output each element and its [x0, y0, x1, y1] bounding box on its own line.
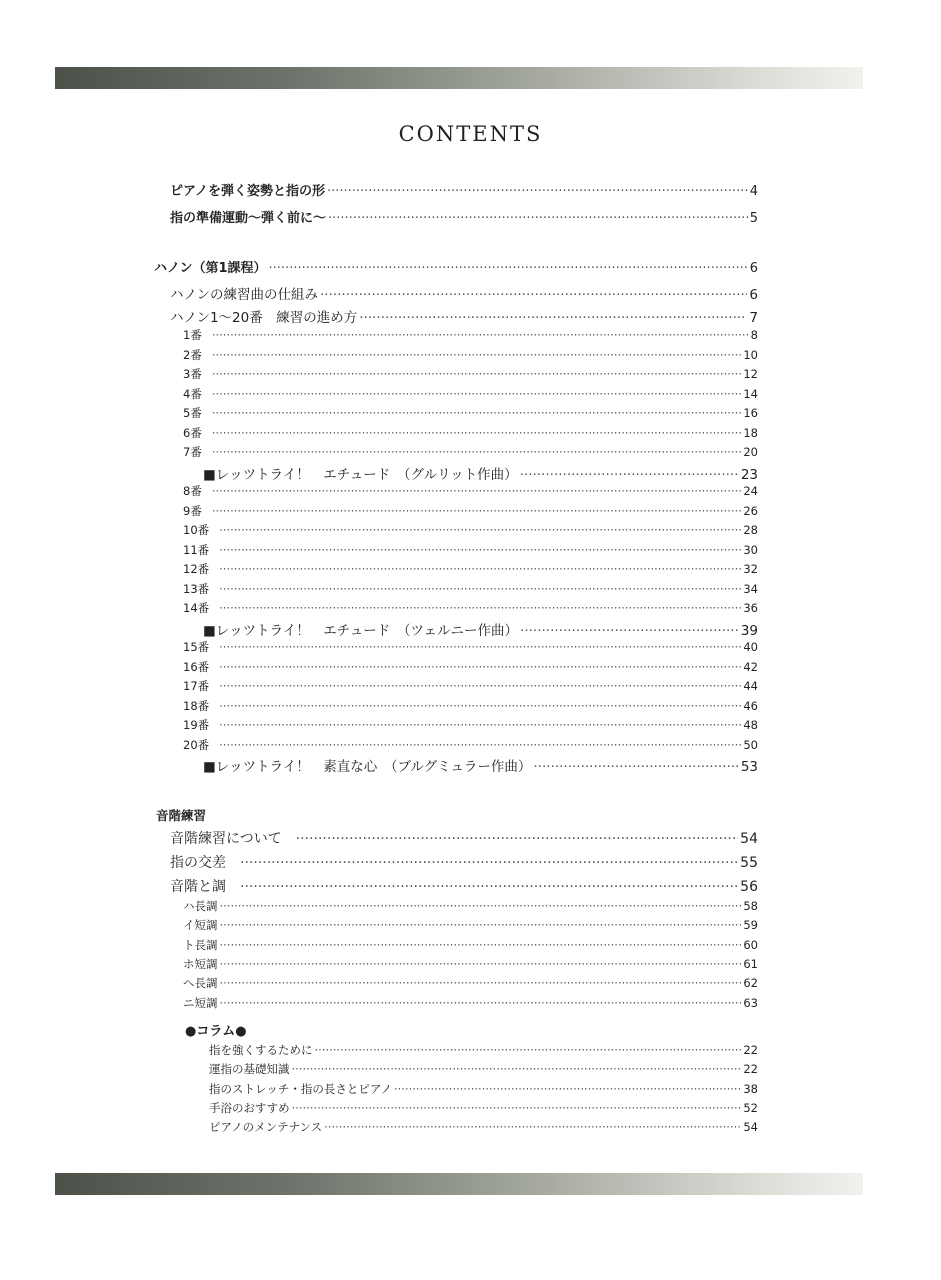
toc-entry-key-2-page-number: 60	[743, 937, 758, 952]
toc-entry-hanon-no-11-page-number: 30	[743, 542, 758, 557]
toc-entry-key-1[interactable]	[183, 917, 758, 933]
toc-entry-hanon-no-18-label: 17番	[183, 679, 210, 693]
toc-entry-hanon-no-6-page-number: 20	[743, 445, 758, 459]
top-decorative-band	[55, 67, 863, 89]
toc-entry-hanon-no-10[interactable]	[183, 522, 758, 538]
toc-entry-hanon-no-8-label: 8番	[183, 484, 202, 498]
toc-entry-key-4-page-number: 62	[743, 976, 758, 991]
toc-entry-hanon-no-21-page-number: 50	[743, 737, 758, 752]
toc-entry-hanon-no-5-leader-dots	[212, 426, 742, 440]
toc-entry-hanon-no-18-leader-dots	[219, 679, 741, 693]
toc-entry-key-5-label: ニ短調	[183, 995, 218, 1010]
toc-entry-hanon-no-17-leader-dots	[219, 660, 741, 674]
toc-entry-hanon-no-13-label: 13番	[183, 581, 210, 596]
toc-entry-column-2[interactable]	[209, 1081, 758, 1097]
toc-entry-scales-and-keys-page-number: 56	[740, 879, 758, 895]
toc-entry-lets-try-22-page-number: 53	[740, 759, 758, 775]
toc-entry-hanon-no-21-label: 20番	[183, 737, 210, 752]
toc-entry-hanon-no-14-leader-dots	[219, 601, 741, 615]
toc-entry-lets-try-15-page-number: 39	[740, 622, 758, 639]
toc-entry-hanon-no-16-leader-dots	[219, 640, 741, 654]
toc-entry-key-3-page-number: 61	[743, 956, 758, 971]
toc-entry-hanon-no-13-page-number: 34	[743, 581, 758, 596]
toc-entry-hanon-no-5-label: 6番	[183, 425, 202, 440]
toc-entry-hanon-no-16[interactable]	[183, 639, 758, 655]
toc-entry-column-4-label: ピアノのメンテナンス	[209, 1120, 323, 1135]
toc-entry-lets-try-22[interactable]	[203, 755, 758, 775]
toc-entry-hanon-no-4-page-number: 16	[743, 406, 758, 420]
toc-entry-hanon-no-16-label: 15番	[183, 640, 210, 654]
toc-entry-key-4[interactable]	[183, 975, 758, 991]
toc-entry-hanon-progress-page-number: 7	[749, 310, 758, 326]
toc-entry-hanon-no-12[interactable]	[183, 561, 758, 577]
toc-entry-hanon-no-19-leader-dots	[219, 699, 741, 713]
toc-entry-hanon-no-3-label: 4番	[183, 386, 202, 401]
toc-entry-posture-label: ピアノを弾く姿勢と指の形	[170, 184, 325, 199]
toc-entry-hanon-no-9-page-number: 26	[743, 503, 758, 518]
toc-entry-scales-and-keys-label: 音階と調	[170, 879, 226, 895]
toc-entry-hanon-no-14[interactable]	[183, 600, 758, 616]
toc-entry-hanon-no-11-leader-dots	[219, 543, 741, 557]
toc-entry-hanon-no-3-page-number: 14	[743, 386, 758, 401]
toc-entry-hanon-no-0[interactable]	[183, 327, 758, 343]
toc-entry-warmup-page-number: 5	[749, 211, 758, 226]
toc-entry-column-3-leader-dots	[292, 1101, 742, 1115]
toc-entry-warmup[interactable]	[170, 207, 758, 226]
toc-entry-hanon-progress-leader-dots	[359, 310, 747, 326]
toc-entry-key-2-label: ト長調	[183, 937, 218, 952]
toc-entry-column-3-label: 手浴のおすすめ	[209, 1100, 290, 1115]
toc-entry-posture-leader-dots	[327, 184, 748, 199]
toc-entry-hanon-no-2[interactable]	[183, 366, 758, 382]
toc-entry-hanon-no-6[interactable]	[183, 444, 758, 460]
toc-entry-key-1-page-number: 59	[743, 918, 758, 933]
toc-entry-hanon-structure-leader-dots	[320, 287, 747, 303]
toc-entry-hanon-no-19-label: 18番	[183, 698, 210, 713]
toc-entry-hanon-no-13[interactable]	[183, 581, 758, 597]
toc-entry-about-scales[interactable]	[170, 828, 758, 848]
bottom-decorative-band	[55, 1173, 863, 1195]
toc-entry-hanon-no-8-page-number: 24	[743, 484, 758, 498]
toc-entry-hanon-no-2-page-number: 12	[743, 367, 758, 381]
toc-entry-finger-crossing[interactable]	[170, 852, 758, 872]
toc-entry-finger-crossing-label: 指の交差	[170, 855, 226, 871]
toc-entry-column-1-page-number: 22	[743, 1062, 758, 1077]
toc-entry-lets-try-7-leader-dots	[520, 467, 739, 483]
toc-entry-about-scales-label: 音階練習について	[170, 831, 282, 847]
toc-entry-column-1[interactable]	[209, 1061, 758, 1077]
toc-entry-hanon-no-2-leader-dots	[212, 367, 742, 381]
toc-entry-lets-try-7[interactable]	[203, 463, 758, 483]
toc-entry-warmup-leader-dots	[328, 211, 748, 226]
toc-entry-column-2-label: 指のストレッチ・指の長さとピアノ	[209, 1081, 392, 1096]
toc-entry-hanon-no-6-leader-dots	[212, 445, 742, 459]
toc-entry-about-scales-leader-dots	[296, 831, 738, 847]
toc-entry-hanon-no-1-page-number: 10	[743, 347, 758, 362]
toc-entry-hanon-no-13-leader-dots	[219, 582, 741, 596]
toc-entry-hanon-no-10-label: 10番	[183, 523, 210, 537]
toc-entry-key-3-label: ホ短調	[183, 956, 218, 971]
toc-entry-lets-try-15-leader-dots	[520, 623, 739, 639]
toc-section-hanon-page-number: 6	[749, 261, 758, 276]
toc-entry-hanon-no-9[interactable]	[183, 503, 758, 519]
toc-entry-hanon-no-20-leader-dots	[219, 718, 741, 732]
toc-entry-lets-try-7-label: ■レッツトライ！ エチュード （グルリット作曲）	[203, 466, 518, 483]
toc-entry-hanon-no-5-page-number: 18	[743, 425, 758, 440]
toc-section-scales: 音階練習	[156, 808, 207, 823]
toc-entry-hanon-no-11[interactable]	[183, 542, 758, 558]
toc-entry-column-2-leader-dots	[394, 1082, 741, 1096]
toc-entry-hanon-no-3-leader-dots	[212, 387, 742, 401]
toc-section-hanon-label: ハノン（第1課程）	[154, 261, 267, 276]
toc-entry-hanon-no-21-leader-dots	[219, 738, 741, 752]
toc-entry-hanon-structure[interactable]	[170, 283, 758, 303]
toc-entry-hanon-no-18-page-number: 44	[743, 679, 758, 693]
toc-entry-hanon-no-9-leader-dots	[212, 504, 742, 518]
toc-section-hanon-leader-dots	[269, 261, 748, 276]
toc-entry-hanon-no-20-page-number: 48	[743, 718, 758, 732]
page-title: CONTENTS	[398, 122, 543, 146]
toc-entry-hanon-no-10-page-number: 28	[743, 523, 758, 537]
toc-entry-finger-crossing-page-number: 55	[740, 855, 758, 871]
toc-entry-key-5-leader-dots	[220, 996, 742, 1010]
toc-entry-scales-and-keys[interactable]	[170, 876, 758, 896]
toc-entry-column-0-label: 指を強くするために	[209, 1043, 313, 1057]
toc-entry-hanon-no-3[interactable]	[183, 386, 758, 402]
toc-entry-hanon-no-8[interactable]	[183, 483, 758, 499]
toc-entry-hanon-no-17-label: 16番	[183, 659, 210, 674]
toc-entry-hanon-structure-page-number: 6	[749, 287, 758, 303]
toc-entry-hanon-no-1-label: 2番	[183, 347, 202, 362]
toc-entry-key-2[interactable]	[183, 937, 758, 953]
toc-entry-hanon-no-17[interactable]	[183, 659, 758, 675]
toc-entry-hanon-no-19[interactable]	[183, 698, 758, 714]
toc-entry-hanon-no-2-label: 3番	[183, 367, 202, 381]
toc-entry-column-0-leader-dots	[315, 1043, 742, 1057]
toc-entry-warmup-label: 指の準備運動～弾く前に～	[170, 211, 327, 226]
toc-entry-hanon-no-14-page-number: 36	[743, 601, 758, 615]
toc-entry-column-4[interactable]	[209, 1119, 758, 1135]
toc-entry-hanon-no-12-label: 12番	[183, 562, 210, 576]
toc-entry-key-0-leader-dots	[220, 899, 742, 913]
toc-entry-hanon-no-20[interactable]	[183, 717, 758, 733]
toc-entry-key-0[interactable]	[183, 898, 758, 914]
toc-entry-key-3[interactable]	[183, 956, 758, 972]
toc-entry-finger-crossing-leader-dots	[240, 855, 738, 871]
toc-section-column: ●コラム●	[185, 1024, 247, 1039]
toc-entry-column-2-page-number: 38	[743, 1081, 758, 1096]
toc-entry-column-1-leader-dots	[292, 1062, 742, 1076]
toc-entry-hanon-no-4-leader-dots	[212, 406, 742, 420]
toc-entry-key-3-leader-dots	[220, 957, 742, 971]
toc-entry-hanon-no-17-page-number: 42	[743, 659, 758, 674]
toc-entry-hanon-no-5[interactable]	[183, 425, 758, 441]
toc-entry-hanon-progress-label: ハノン1～20番 練習の進め方	[170, 310, 358, 326]
toc-entry-about-scales-page-number: 54	[740, 831, 758, 847]
toc-entry-lets-try-22-label: ■レッツトライ！ 素直な心 （ブルグミュラー作曲）	[203, 759, 532, 775]
toc-entry-hanon-no-1-leader-dots	[212, 348, 742, 362]
toc-entry-key-1-label: イ短調	[183, 918, 218, 933]
toc-entry-hanon-progress[interactable]	[170, 306, 758, 326]
toc-entry-hanon-no-12-page-number: 32	[743, 562, 758, 576]
toc-entry-hanon-no-4[interactable]	[183, 405, 758, 421]
toc-entry-key-4-label: ヘ長調	[183, 976, 218, 991]
toc-entry-hanon-no-19-page-number: 46	[743, 698, 758, 713]
toc-entry-lets-try-22-leader-dots	[533, 759, 738, 775]
toc-entry-hanon-no-1[interactable]	[183, 347, 758, 363]
toc-entry-column-3-page-number: 52	[743, 1100, 758, 1115]
toc-section-hanon[interactable]	[154, 257, 758, 276]
toc-entry-hanon-no-0-leader-dots	[212, 328, 749, 342]
toc-entry-hanon-no-18[interactable]	[183, 678, 758, 694]
toc-entry-column-0-page-number: 22	[743, 1043, 758, 1057]
toc-entry-key-1-leader-dots	[220, 918, 742, 932]
toc-entry-hanon-no-20-label: 19番	[183, 718, 210, 732]
toc-entry-key-5[interactable]	[183, 995, 758, 1011]
toc-entry-hanon-no-16-page-number: 40	[743, 640, 758, 654]
toc-entry-hanon-no-6-label: 7番	[183, 445, 202, 459]
toc-entry-hanon-no-12-leader-dots	[219, 562, 741, 576]
toc-entry-column-0[interactable]	[209, 1042, 758, 1058]
toc-entry-key-2-leader-dots	[220, 938, 742, 952]
toc-entry-lets-try-15[interactable]	[203, 619, 758, 639]
toc-entry-column-3[interactable]	[209, 1100, 758, 1116]
toc-entry-lets-try-15-label: ■レッツトライ！ エチュード （ツェルニー作曲）	[203, 622, 519, 639]
toc-entry-hanon-no-8-leader-dots	[212, 484, 742, 498]
toc-entry-hanon-no-10-leader-dots	[219, 523, 741, 537]
toc-entry-posture[interactable]	[170, 180, 758, 199]
toc-entry-key-0-label: ハ長調	[183, 899, 218, 913]
toc-entry-hanon-no-4-label: 5番	[183, 406, 202, 420]
toc-entry-hanon-no-21[interactable]	[183, 737, 758, 753]
toc-entry-lets-try-7-page-number: 23	[740, 466, 758, 483]
toc-entry-hanon-no-0-page-number: 8	[750, 328, 758, 342]
toc-entry-column-4-page-number: 54	[743, 1120, 758, 1135]
toc-entry-hanon-no-9-label: 9番	[183, 503, 202, 518]
toc-entry-scales-and-keys-leader-dots	[240, 879, 738, 895]
toc-entry-column-1-label: 運指の基礎知識	[209, 1062, 290, 1077]
toc-entry-posture-page-number: 4	[749, 184, 758, 199]
toc-entry-key-5-page-number: 63	[743, 995, 758, 1010]
toc-entry-key-4-leader-dots	[220, 976, 742, 990]
toc-entry-key-0-page-number: 58	[743, 899, 758, 913]
toc-entry-hanon-structure-label: ハノンの練習曲の仕組み	[170, 287, 318, 303]
toc-entry-hanon-no-11-label: 11番	[183, 542, 210, 557]
toc-entry-hanon-no-14-label: 14番	[183, 601, 210, 615]
toc-entry-hanon-no-0-label: 1番	[183, 328, 202, 342]
toc-entry-column-4-leader-dots	[324, 1120, 741, 1134]
